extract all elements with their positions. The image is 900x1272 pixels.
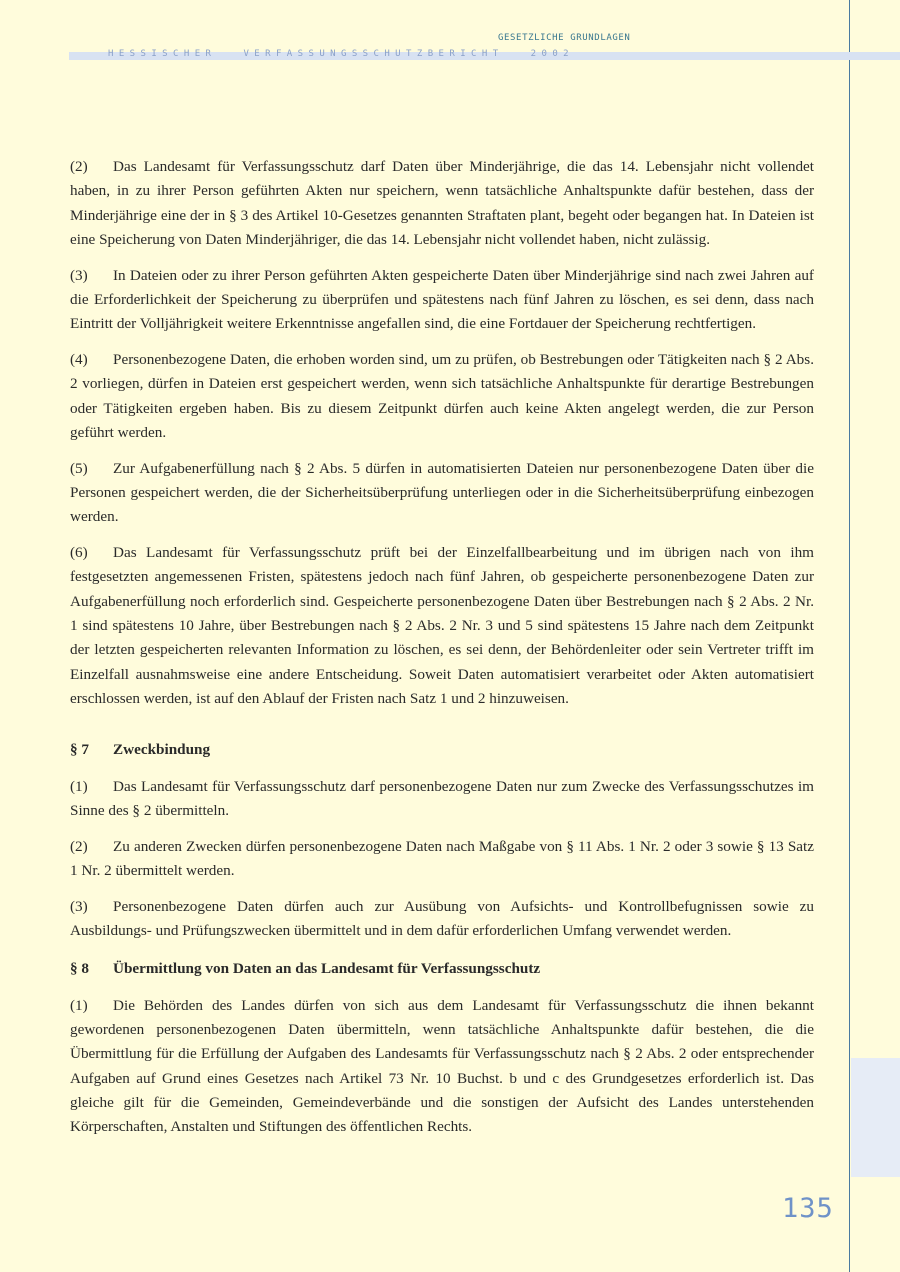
paragraph-number: (3) bbox=[70, 897, 88, 915]
margin-rule bbox=[849, 0, 850, 1272]
paragraph-number: (2) bbox=[70, 837, 88, 855]
paragraph bbox=[70, 541, 814, 711]
paragraph-number: (3) bbox=[70, 266, 88, 284]
paragraph-text: Das Landesamt für Verfassungsschutz darf Daten über Minderjährige, die das 14. Lebensjahr nicht vollendet haben, in zu ihrer Person geführten Akten nur speichern, wenn tatsächliche Anhaltspunkte dafür bestehen, dass der Minderjährige eine der in § 3 des Artikel 10-Gesetzes genannten Straftaten plant, begeht oder begangen hat. In Dateien ist eine Speicherung von Daten Minderjähriger, die das 14. Lebensjahr nicht vollendet haben, nicht zulässig. bbox=[70, 158, 814, 248]
page-number: 135 bbox=[782, 1193, 834, 1224]
paragraph-text: Das Landesamt für Verfassungsschutz darf personenbezogene Daten nur zum Zwecke des Verfassungsschutzes im Sinne des § 2 übermitteln. bbox=[70, 777, 814, 819]
paragraph bbox=[70, 895, 814, 944]
paragraph-text: Das Landesamt für Verfassungsschutz prüft bei der Einzelfallbearbeitung und im übrigen nach von ihm festgesetzten angemessenen Fristen, spätestens jedoch nach fünf Jahren, ob gespeicherte personenbezogene Daten zur Aufgabenerfüllung noch erforderlich sind. Gespeicherte personenbezogene Daten über Bestrebungen nach § 2 Abs. 2 Nr. 1 sind spätestens 10 Jahre, über Bestrebungen nach § 2 Abs. 2 Nr. 3 und 5 sind spätestens 15 Jahre nach dem Zeitpunkt der letzten gespeicherten relevanten Information zu löschen, es sei denn, der Behördenleiter oder sein Vertreter trifft im Einzelfall ausnahmsweise eine andere Entscheidung. Soweit Daten automatisiert verarbeitet oder Akten automatisiert erschlossen werden, ist auf den Ablauf der Fristen nach Satz 1 und 2 hinzuweisen. bbox=[70, 544, 814, 707]
paragraph bbox=[70, 457, 814, 530]
paragraph-text: Zu anderen Zwecken dürfen personenbezogene Daten nach Maßgabe von § 11 Abs. 1 Nr. 2 oder 3 sowie § 13 Satz 1 Nr. 2 übermittelt werden. bbox=[70, 837, 814, 879]
running-title: H E S S I S C H E R V E R F A S S U N G S S C H U T Z B E R I C H T 2 0 0 2 bbox=[108, 49, 569, 59]
paragraph-number: (6) bbox=[70, 544, 88, 562]
paragraph-text: Personenbezogene Daten, die erhoben worden sind, um zu prüfen, ob Bestrebungen oder Tätigkeiten nach § 2 Abs. 2 vorliegen, dürfen in Dateien erst gespeichert werden, wenn sich tatsächliche Anhaltspunkte für derartige Bestrebungen oder Tätigkeiten ergeben haben. Bis zu diesem Zeitpunkt dürfen auch keine Akten angelegt werden, die zur Person geführt werden. bbox=[70, 351, 814, 441]
paragraph bbox=[70, 835, 814, 884]
section-label: GESETZLICHE GRUNDLAGEN bbox=[498, 33, 631, 43]
paragraph bbox=[70, 264, 814, 337]
section-number: § 7 bbox=[70, 741, 89, 759]
page-body bbox=[70, 155, 814, 1151]
side-tab-marker bbox=[851, 1058, 900, 1177]
paragraph-text: Zur Aufgabenerfüllung nach § 2 Abs. 5 dürfen in automatisierten Dateien nur personenbezogene Daten über die Personen gespeichert werden, die der Sicherheitsüberprüfung unterliegen oder in die Sicherheitsüberprüfung einbezogen werden. bbox=[70, 459, 814, 526]
paragraph bbox=[70, 155, 814, 252]
section-title: Übermittlung von Daten an das Landesamt für Verfassungsschutz bbox=[113, 960, 541, 978]
paragraph-number: (5) bbox=[70, 459, 88, 477]
paragraph-number: (4) bbox=[70, 351, 88, 369]
paragraph-text: In Dateien oder zu ihrer Person geführten Akten gespeicherte Daten über Minderjährige sind nach zwei Jahren auf die Erforderlichkeit der Speicherung zu überprüfen und spätestens nach fünf Jahren zu löschen, es sei denn, dass nach Eintritt der Volljährigkeit weitere Erkenntnisse angefallen sind, die eine Fortdauer der Speicherung rechtfertigen. bbox=[70, 266, 814, 333]
paragraph bbox=[70, 775, 814, 824]
section-number: § 8 bbox=[70, 960, 89, 978]
paragraph bbox=[70, 348, 814, 445]
section-8-heading bbox=[70, 957, 814, 981]
paragraph-text: Die Behörden des Landes dürfen von sich aus dem Landesamt für Verfassungsschutz die ihnen bekannt gewordenen personenbezogenen Daten übermitteln, wenn tatsächliche Anhaltspunkte dafür bestehen, die die Übermittlung für die Erfüllung der Aufgaben des Landesamts für Verfassungsschutz nach § 2 Abs. 2 oder entsprechender Aufgaben auf Grund eines Gesetzes nach Artikel 73 Nr. 10 Buchst. b und c des Grundgesetzes erforderlich ist. Das gleiche gilt für die Gemeinden, Gemeindeverbände und die sonstigen der Aufsicht des Landes unterstehenden Körperschaften, Anstalten und Stiftungen des öffentlichen Rechts. bbox=[70, 996, 814, 1136]
paragraph-number: (1) bbox=[70, 996, 88, 1014]
paragraph-number: (1) bbox=[70, 777, 88, 795]
paragraph-text: Personenbezogene Daten dürfen auch zur Ausübung von Aufsichts- und Kontrollbefugnissen sowie zu Ausbildungs- und Prüfungszwecken übermittelt und in dem dafür erforderlichen Umfang verwendet werden. bbox=[70, 897, 814, 940]
section-title: Zweckbindung bbox=[113, 741, 211, 759]
paragraph bbox=[70, 994, 814, 1140]
paragraph-number: (2) bbox=[70, 158, 88, 175]
section-7-heading bbox=[70, 738, 814, 762]
